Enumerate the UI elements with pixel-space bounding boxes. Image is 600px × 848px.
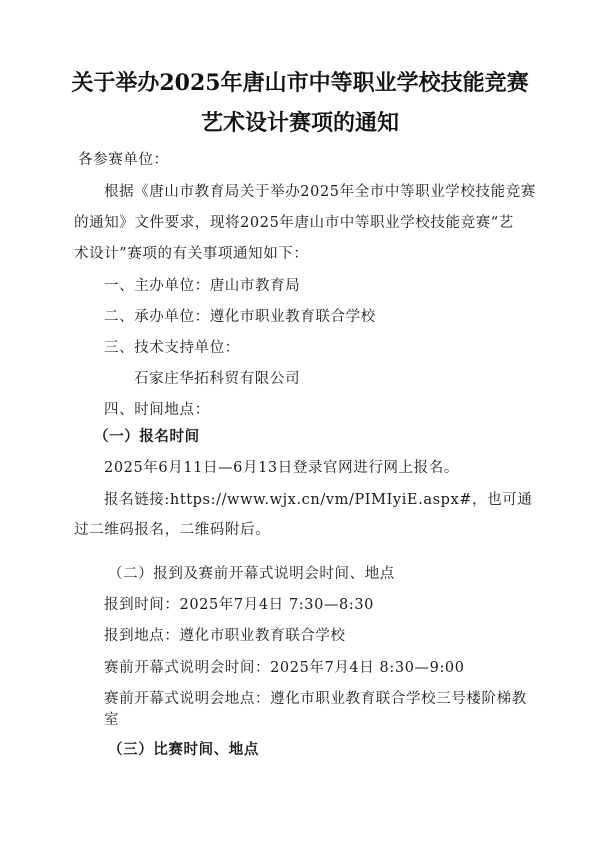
document-title-line-1: 关于举办2025年唐山市中等职业学校技能竞赛 — [71, 70, 529, 96]
registration-dates: 2025年6月11日—6月13日登录官网进行网上报名。 — [104, 460, 459, 476]
intro-line-1: 根据《唐山市教育局关于举办2025年全市中等职业学校技能竞赛 — [104, 184, 536, 200]
intro-line-3: 术设计”赛项的有关事项通知如下： — [74, 246, 309, 262]
intro-line-2: 的通知》文件要求，现将2025年唐山市中等职业学校技能竞赛“艺 — [74, 215, 514, 231]
time-place-heading: 四、时间地点： — [104, 402, 210, 418]
salutation: 各参赛单位： — [78, 152, 169, 168]
meeting-place-line-2: 室 — [104, 712, 120, 728]
checkin-place: 报到地点：遵化市职业教育联合学校 — [104, 628, 346, 644]
registration-link-line-1: 报名链接:https://www.wjx.cn/vm/PIMIyiE.aspx#，也可通 — [104, 492, 533, 508]
registration-heading: （一）报名时间 — [94, 428, 200, 445]
checkin-time: 报到时间：2025年7月4日 7:30—8:30 — [104, 597, 374, 613]
competition-heading: （三）比赛时间、地点 — [108, 741, 259, 758]
meeting-time: 赛前开幕式说明会时间：2025年7月4日 8:30—9:00 — [104, 660, 465, 676]
host-line: 二、承办单位：遵化市职业教育联合学校 — [104, 309, 376, 325]
organizer-line: 一、主办单位：唐山市教育局 — [104, 278, 301, 294]
tech-support-heading: 三、技术支持单位： — [104, 340, 240, 356]
document-title-line-2: 艺术设计赛项的通知 — [200, 110, 399, 136]
meeting-place-line-1: 赛前开幕式说明会地点：遵化市职业教育联合学校三号楼阶梯教 — [104, 691, 527, 707]
registration-link-line-2: 过二维码报名，二维码附后。 — [74, 522, 271, 538]
checkin-heading: （二）报到及赛前开幕式说明会时间、地点 — [108, 566, 395, 582]
tech-support-company: 石家庄华拓科贸有限公司 — [134, 371, 301, 387]
